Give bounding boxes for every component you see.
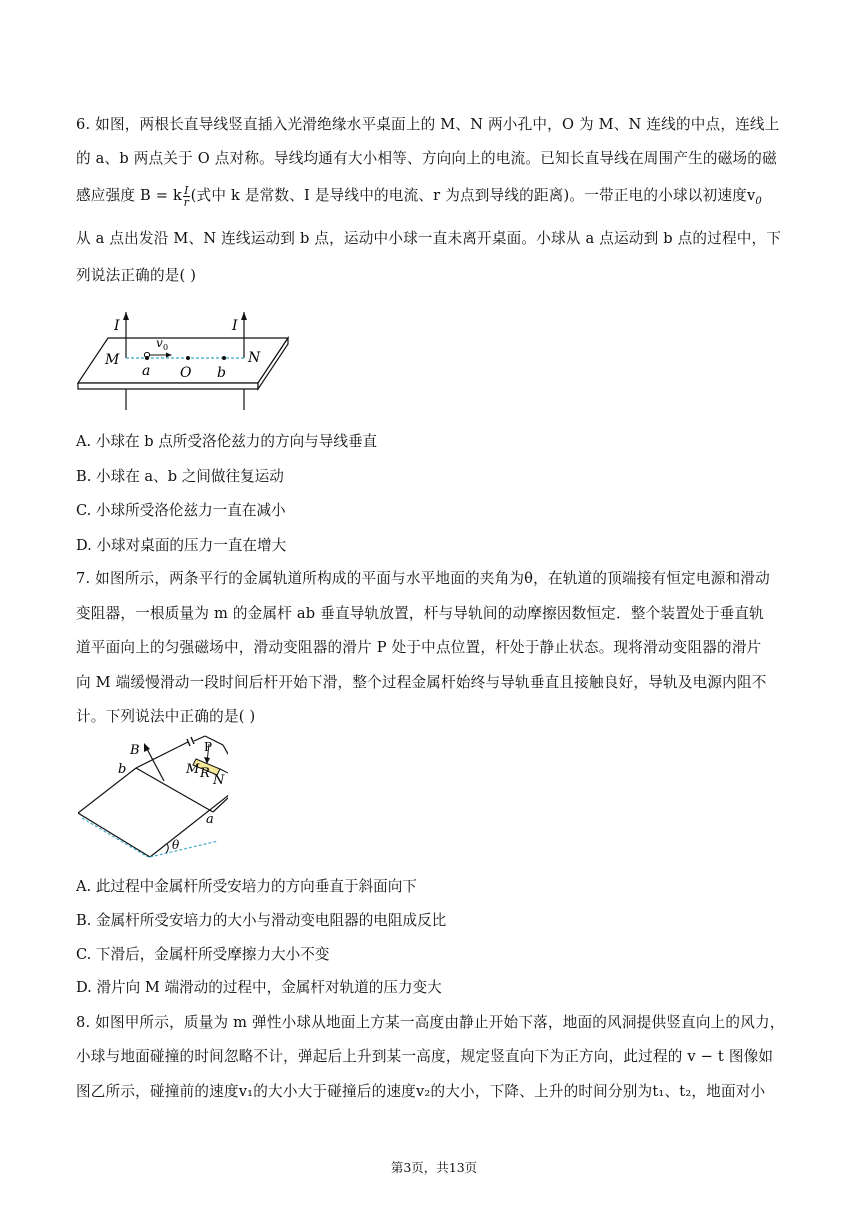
- q7-option-d: D. 滑片向 M 端滑动的过程中，金属杆对轨道的压力变大: [76, 979, 442, 996]
- q6-line-3-post: (式中 k 是常数、I 是导线中的电流、r 为点到导线的距离)。一带正电的小球以初速度v: [190, 187, 756, 204]
- q6-option-d: D. 小球对桌面的压力一直在增大: [76, 537, 287, 554]
- q7-line-1: 7. 如图所示，两条平行的金属轨道所构成的平面与水平地面的夹角为θ，在轨道的顶端接有恒定电源和滑动: [76, 570, 770, 587]
- q6-label-b: b: [217, 365, 226, 381]
- q7-rail-left-upper: [78, 768, 136, 813]
- q7-line-3: 道平面向上的匀强磁场中，滑动变阻器的滑片 P 处于中点位置，杆处于静止状态。现将滑动变阻器的滑片: [76, 639, 762, 656]
- q6-table-front: [78, 383, 258, 389]
- q7-b-arrow: [144, 743, 150, 752]
- q7-line-4: 向 M 端缓慢滑动一段时间后杆开始下滑，整个过程金属杆始终与导轨垂直且接触良好，导轨及电源内阻不: [76, 674, 767, 691]
- q6-line-3-pre: 感应强度 B = k: [76, 187, 183, 204]
- q6-frac-den: r: [183, 195, 190, 209]
- q6-label-o: O: [180, 365, 192, 381]
- q7-option-b: B. 金属杆所受安培力的大小与滑动变电阻器的电阻成反比: [76, 912, 447, 929]
- q6-fraction: [183, 185, 190, 208]
- q8-line-2: 小球与地面碰撞的时间忽略不计，弹起后上升到某一高度，规定竖直向下为正方向，此过程的 v − t 图像如: [76, 1048, 774, 1065]
- q7-rail-bottom: [78, 813, 150, 857]
- q8-line-1: 8. 如图甲所示，质量为 m 弹性小球从地面上方某一高度由静止开始下落，地面的风洞提供竖直向上的风力，: [76, 1014, 785, 1031]
- q6-option-a: A. 小球在 b 点所受洛伦兹力的方向与导线垂直: [76, 433, 378, 450]
- q6-figure: [72, 300, 312, 412]
- q7-figure: [78, 735, 228, 863]
- q7-rail-top-left: [136, 747, 178, 768]
- q7-battery-plate-2: [191, 737, 194, 744]
- q6-arrow-right: [241, 312, 247, 320]
- q6-label-n: N: [248, 350, 261, 366]
- q7-line-2: 变阻器，一根质量为 m 的金属杆 ab 垂直导轨放置，杆与导轨间的动摩擦因数恒定．整个装置处于垂直轨: [76, 605, 764, 622]
- q7-label-r: R: [200, 766, 210, 781]
- q7-line-5: 计。下列说法中正确的是( ): [76, 708, 256, 725]
- q6-label-i-right: I: [232, 318, 238, 334]
- q7-label-b: b: [118, 762, 127, 777]
- q6-line-1: 6. 如图，两根长直导线竖直插入光滑绝缘水平桌面上的 M、N 两小孔中，O 为 M、N 连线的中点，连线上: [76, 116, 780, 133]
- q6-label-a: a: [142, 363, 151, 379]
- q7-label-n: N: [213, 773, 225, 788]
- q7-option-a: A. 此过程中金属杆所受安培力的方向垂直于斜面向下: [76, 878, 417, 895]
- q6-label-v0: v: [156, 336, 163, 350]
- q6-line-2: 的 a、b 两点关于 O 点对称。导线均通有大小相等、方向向上的电流。已知长直导线在周围产生的磁场的磁: [76, 150, 777, 167]
- q7-label-a: a: [206, 812, 214, 827]
- page-footer: 第3页，共13页: [390, 1160, 478, 1175]
- q6-label-m: M: [105, 352, 120, 368]
- q6-frac-num: I: [184, 183, 189, 197]
- q6-point-a: [145, 356, 149, 360]
- q7-angle-arc: [166, 844, 168, 853]
- q7-rail-right: [150, 783, 228, 857]
- q6-line-5: 列说法正确的是( ): [76, 267, 197, 284]
- q6-arrow-left: [123, 312, 129, 320]
- q6-label-i-left: I: [114, 318, 120, 334]
- q7-label-b-field: B: [130, 743, 140, 758]
- q6-label-v0-sub: 0: [163, 343, 169, 352]
- q6-point-o: [186, 356, 190, 360]
- q7-label-theta: θ: [172, 838, 180, 852]
- q7-option-c: C. 下滑后，金属杆所受摩擦力大小不变: [76, 946, 330, 963]
- q8-line-3: 图乙所示，碰撞前的速度v₁的大小大于碰撞后的速度v₂的大小，下降、上升的时间分别为t₁、t₂，地面对小: [76, 1083, 766, 1100]
- q6-line-3-sub: 0: [755, 195, 762, 207]
- q7-label-m: M: [186, 762, 200, 777]
- q6-option-c: C. 小球所受洛伦兹力一直在减小: [76, 502, 286, 519]
- q7-label-p: P: [204, 740, 213, 754]
- q6-line-3: [76, 184, 762, 208]
- q6-line-4: 从 a 点出发沿 M、N 连线运动到 b 点，运动中小球一直未离开桌面。小球从 a 点运动到 b 点的过程中，下: [76, 230, 782, 247]
- q7-ground-left: [82, 818, 148, 857]
- q6-point-b: [222, 356, 226, 360]
- q6-option-b: B. 小球在 a、b 之间做往复运动: [76, 468, 284, 485]
